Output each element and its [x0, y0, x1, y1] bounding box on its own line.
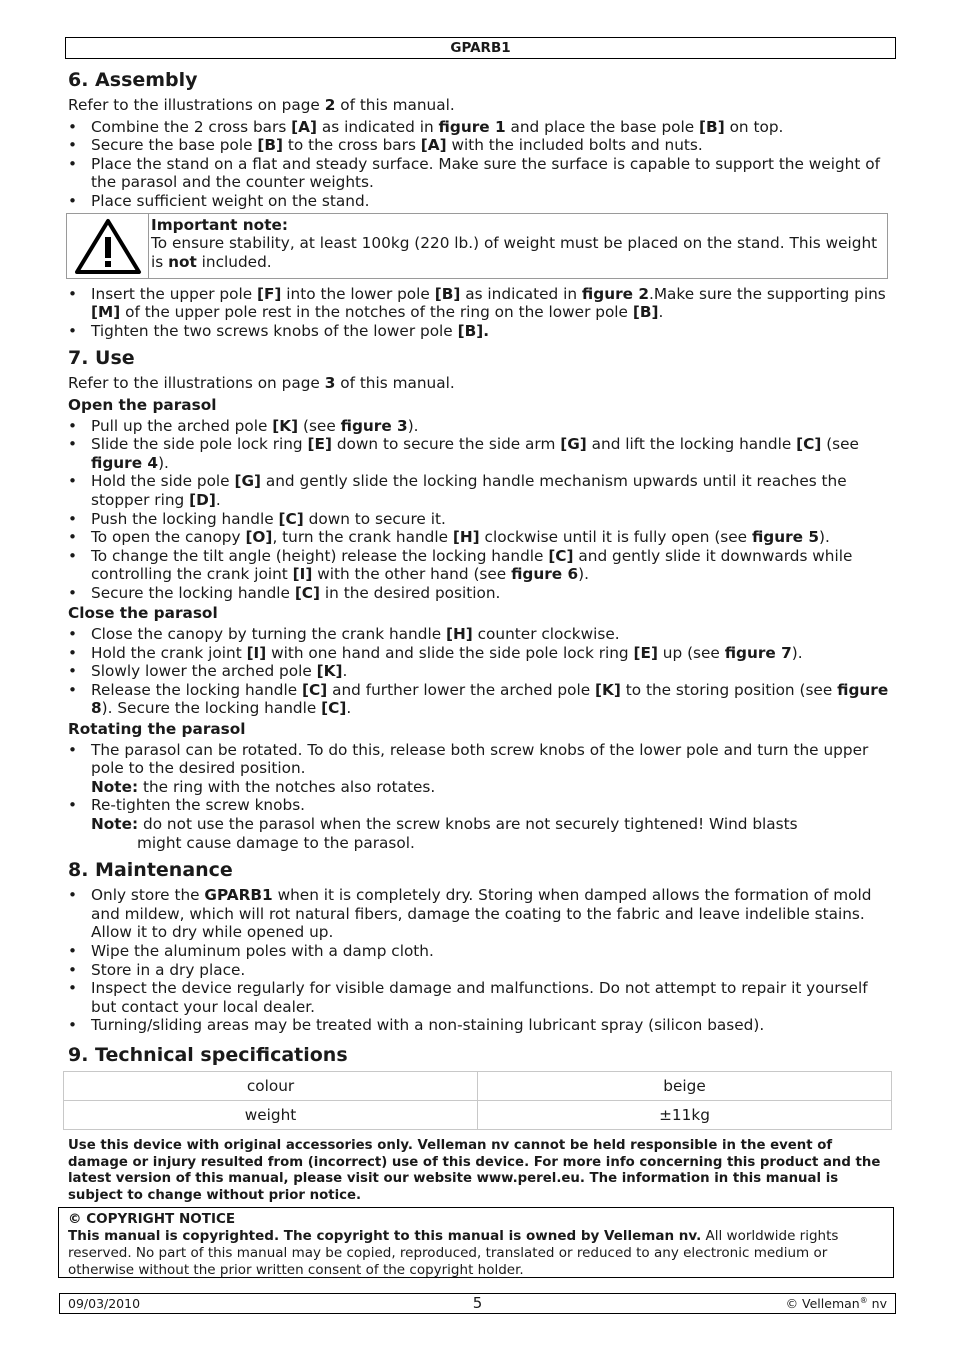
table-row	[64, 1071, 892, 1100]
close-parasol-list	[68, 625, 890, 718]
page-content	[68, 66, 890, 1205]
important-note-box	[66, 213, 888, 279]
copyright-bold-line: This manual is copyrighted. The copyright to this manual is owned by Velleman nv.	[68, 1228, 702, 1244]
assembly-intro: Refer to the illustrations on page 2 of this manual.	[68, 96, 455, 114]
list-item: • Place the stand on a flat and steady surface. Make sure the surface is capable to support the weight of the parasol and the counter weights.	[68, 155, 890, 192]
spec-label: weight	[64, 1100, 478, 1129]
list-item: • Release the locking handle [C] and further lower the arched pole [K] to the storing position (see figure 8). Secure the locking handle [C].	[68, 681, 890, 718]
specs-table	[63, 1071, 892, 1130]
list-item: • Secure the base pole [B] to the cross bars [A] with the included bolts and nuts.	[68, 136, 890, 155]
footer-brand: © Velleman® nv	[785, 1295, 887, 1311]
close-parasol-heading: Close the parasol	[68, 604, 218, 623]
list-item: • Turning/sliding areas may be treated with a non-staining lubricant spray (silicon based).	[68, 1016, 890, 1035]
list-item: • Tighten the two screws knobs of the lower pole [B].	[68, 322, 890, 341]
list-item: • Insert the upper pole [F] into the lower pole [B] as indicated in figure 2.Make sure the supporting pins [M] of the upper pole rest in the notches of the ring on the lower pole [B].	[68, 285, 890, 322]
list-item: • Hold the side pole [G] and gently slide the locking handle mechanism upwards until it reaches the stopper ring [D].	[68, 472, 890, 509]
rotate-parasol-heading: Rotating the parasol	[68, 720, 246, 739]
important-note-text: Important note: To ensure stability, at least 100kg (220 lb.) of weight must be placed on the stand. This weight is not included.	[151, 215, 878, 271]
rotate-parasol-list	[68, 741, 890, 853]
warning-triangle-icon	[67, 214, 149, 278]
page-header	[65, 37, 896, 59]
list-item: • Store in a dry place.	[68, 961, 890, 980]
specs-heading: 9. Technical specifications	[68, 1043, 348, 1066]
list-item: • Place sufficient weight on the stand.	[68, 192, 890, 211]
list-item: • Hold the crank joint [I] with one hand and slide the side pole lock ring [E] up (see figure 7).	[68, 644, 890, 663]
header-title: GPARB1	[450, 40, 511, 56]
list-item: • Push the locking handle [C] down to secure it.	[68, 510, 890, 529]
maintenance-list	[68, 886, 890, 1035]
page-footer	[59, 1293, 896, 1314]
list-item: • Slide the side pole lock ring [E] down to secure the side arm [G] and lift the locking handle [C] (see figure 4).	[68, 435, 890, 472]
use-intro: Refer to the illustrations on page 3 of this manual.	[68, 374, 455, 393]
list-item: • Close the canopy by turning the crank handle [H] counter clockwise.	[68, 625, 890, 644]
assembly-list-2	[68, 285, 890, 341]
footer-date: 09/03/2010	[68, 1296, 141, 1311]
list-item: • To open the canopy [O], turn the crank handle [H] clockwise until it is fully open (see figure 5).	[68, 528, 890, 547]
copyright-title: © COPYRIGHT NOTICE	[68, 1211, 236, 1227]
open-parasol-heading: Open the parasol	[68, 395, 217, 414]
list-item: • The parasol can be rotated. To do this, release both screw knobs of the lower pole and turn the upper pole to the desired position. Note: the ring with the notches also rotates.	[68, 741, 890, 797]
table-row	[64, 1100, 892, 1129]
disclaimer-text: Use this device with original accessories only. Velleman nv cannot be held responsible in the event of damage or injury resulted from (incorrect) use of this device. For more info concerning this product and the latest version of this manual, please visit our website www.perel.eu. The information in this manual is subject to change without prior notice.	[68, 1137, 881, 1204]
spec-label: colour	[64, 1071, 478, 1100]
note-title: Important note:	[151, 215, 288, 234]
list-item: • Re-tighten the screw knobs. Note: do not use the parasol when the screw knobs are not securely tightened! Wind blasts might cause damage to the parasol.	[68, 796, 890, 852]
list-item: • Pull up the arched pole [K] (see figure 3).	[68, 417, 890, 436]
use-heading: 7. Use	[68, 347, 135, 370]
assembly-list	[68, 118, 890, 211]
list-item: • Combine the 2 cross bars [A] as indicated in figure 1 and place the base pole [B] on top.	[68, 118, 890, 137]
list-item: • To change the tilt angle (height) release the locking handle [C] and gently slide it downwards while controlling the crank joint [I] with the other hand (see figure 6).	[68, 547, 890, 584]
open-parasol-list	[68, 417, 890, 603]
copyright-text: All worldwide rights reserved. No part of this manual may be copied, reproduced, translated or reduced to any electronic medium or otherwise without the prior written consent of the copyright holder.	[68, 1228, 839, 1278]
spec-value: beige	[478, 1071, 892, 1100]
assembly-heading: 6. Assembly	[68, 69, 198, 91]
list-item: • Slowly lower the arched pole [K].	[68, 662, 890, 681]
maintenance-heading: 8. Maintenance	[68, 859, 233, 882]
list-item: • Inspect the device regularly for visible damage and malfunctions. Do not attempt to repair it yourself but contact your local dealer.	[68, 979, 890, 1016]
list-item: • Only store the GPARB1 when it is completely dry. Storing when damped allows the formation of mold and mildew, which will rot natural fibers, damage the coating to the fabric and leave indelible stains. Allow it to dry while opened up.	[68, 886, 890, 942]
list-item: • Wipe the aluminum poles with a damp cloth.	[68, 942, 890, 961]
spec-value: ±11kg	[478, 1100, 892, 1129]
copyright-notice	[58, 1207, 894, 1278]
page-number: 5	[472, 1294, 483, 1312]
list-item: • Secure the locking handle [C] in the desired position.	[68, 584, 890, 603]
